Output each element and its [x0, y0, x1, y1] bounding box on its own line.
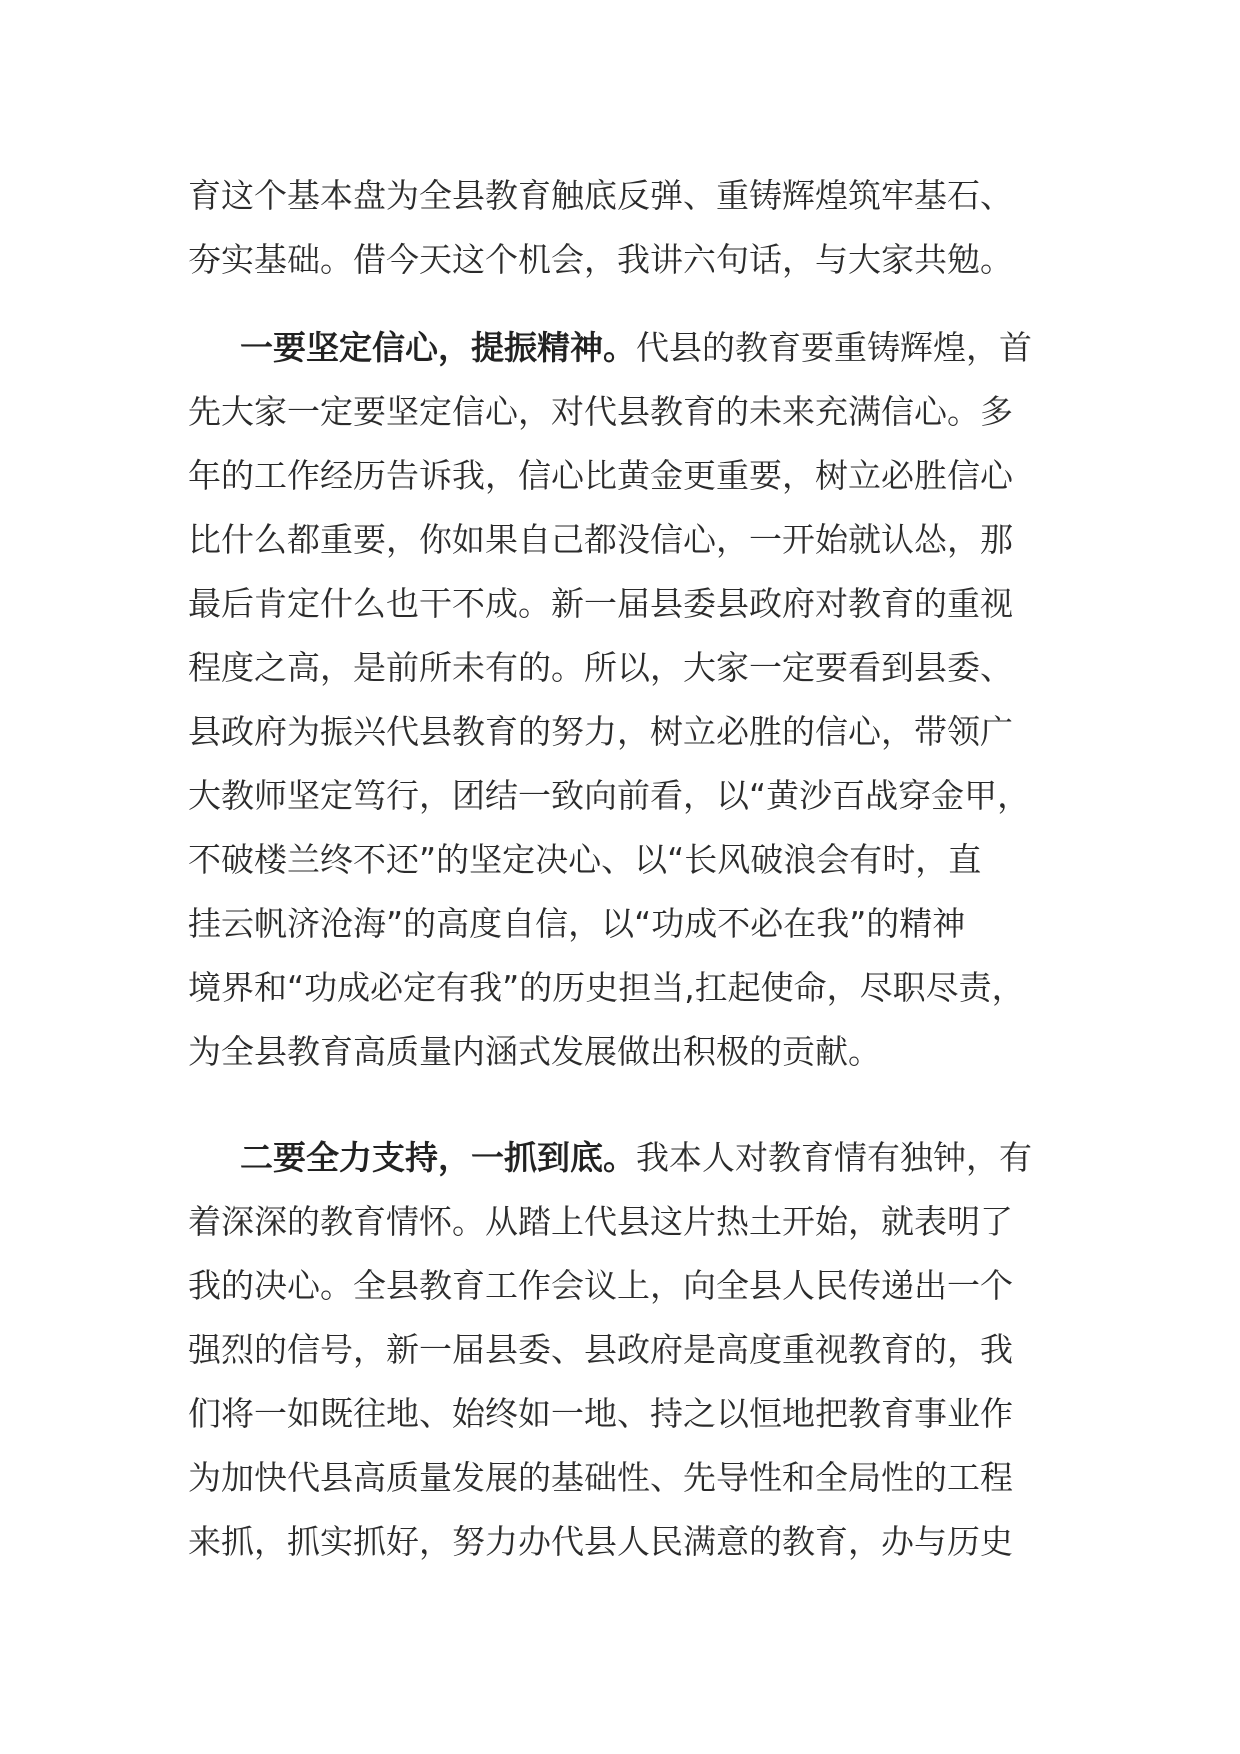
text-line: 最后肯定什么也干不成。新一届县委县政府对教育的重视	[188, 584, 1013, 623]
text-line: 挂云帆济沧海”的高度自信，以“功成不必在我”的精神	[188, 904, 966, 943]
text-line: 我的决心。全县教育工作会议上，向全县人民传递出一个	[188, 1266, 1013, 1305]
paragraph-heading: 二要全力支持，一抓到底。	[240, 1138, 636, 1177]
text-run: 我本人对教育情有独钟，有	[636, 1138, 1032, 1177]
text-line: 大教师坚定笃行，团结一致向前看，以“黄沙百战穿金甲，	[188, 776, 1031, 815]
text-line: 们将一如既往地、始终如一地、持之以恒地把教育事业作	[188, 1394, 1013, 1433]
text-line: 为全县教育高质量内涵式发展做出积极的贡献。	[188, 1032, 881, 1071]
text-line: 程度之高，是前所未有的。所以，大家一定要看到县委、	[188, 648, 1013, 687]
text-line: 比什么都重要，你如果自己都没信心，一开始就认怂，那	[188, 520, 1013, 559]
text-line: 夯实基础。借今天这个机会，我讲六句话，与大家共勉。	[188, 240, 1013, 279]
text-run: 代县的教育要重铸辉煌，首	[636, 328, 1032, 367]
text-line: 年的工作经历告诉我，信心比黄金更重要，树立必胜信心	[188, 456, 1013, 495]
paragraph-support	[188, 1126, 1068, 1574]
text-line: 先大家一定要坚定信心，对代县教育的未来充满信心。多	[188, 392, 1013, 431]
paragraph-continuation	[188, 164, 1068, 292]
text-line: 为加快代县高质量发展的基础性、先导性和全局性的工程	[188, 1458, 1013, 1497]
text-line: 育这个基本盘为全县教育触底反弹、重铸辉煌筑牢基石、	[188, 176, 1013, 215]
text-line: 来抓，抓实抓好，努力办代县人民满意的教育，办与历史	[188, 1522, 1013, 1561]
text-line: 着深深的教育情怀。从踏上代县这片热土开始，就表明了	[188, 1202, 1013, 1241]
text-line: 境界和“功成必定有我”的历史担当,扛起使命，尽职尽责，	[188, 968, 1025, 1007]
text-line: 不破楼兰终不还”的坚定决心、以“长风破浪会有时，直	[188, 840, 982, 879]
text-line: 强烈的信号，新一届县委、县政府是高度重视教育的，我	[188, 1330, 1013, 1369]
paragraph-first-line	[188, 1126, 1068, 1190]
paragraph-confidence	[188, 316, 1068, 1084]
text-line: 县政府为振兴代县教育的努力，树立必胜的信心，带领广	[188, 712, 1013, 751]
paragraph-first-line	[188, 316, 1068, 380]
paragraph-heading: 一要坚定信心，提振精神。	[240, 328, 636, 367]
